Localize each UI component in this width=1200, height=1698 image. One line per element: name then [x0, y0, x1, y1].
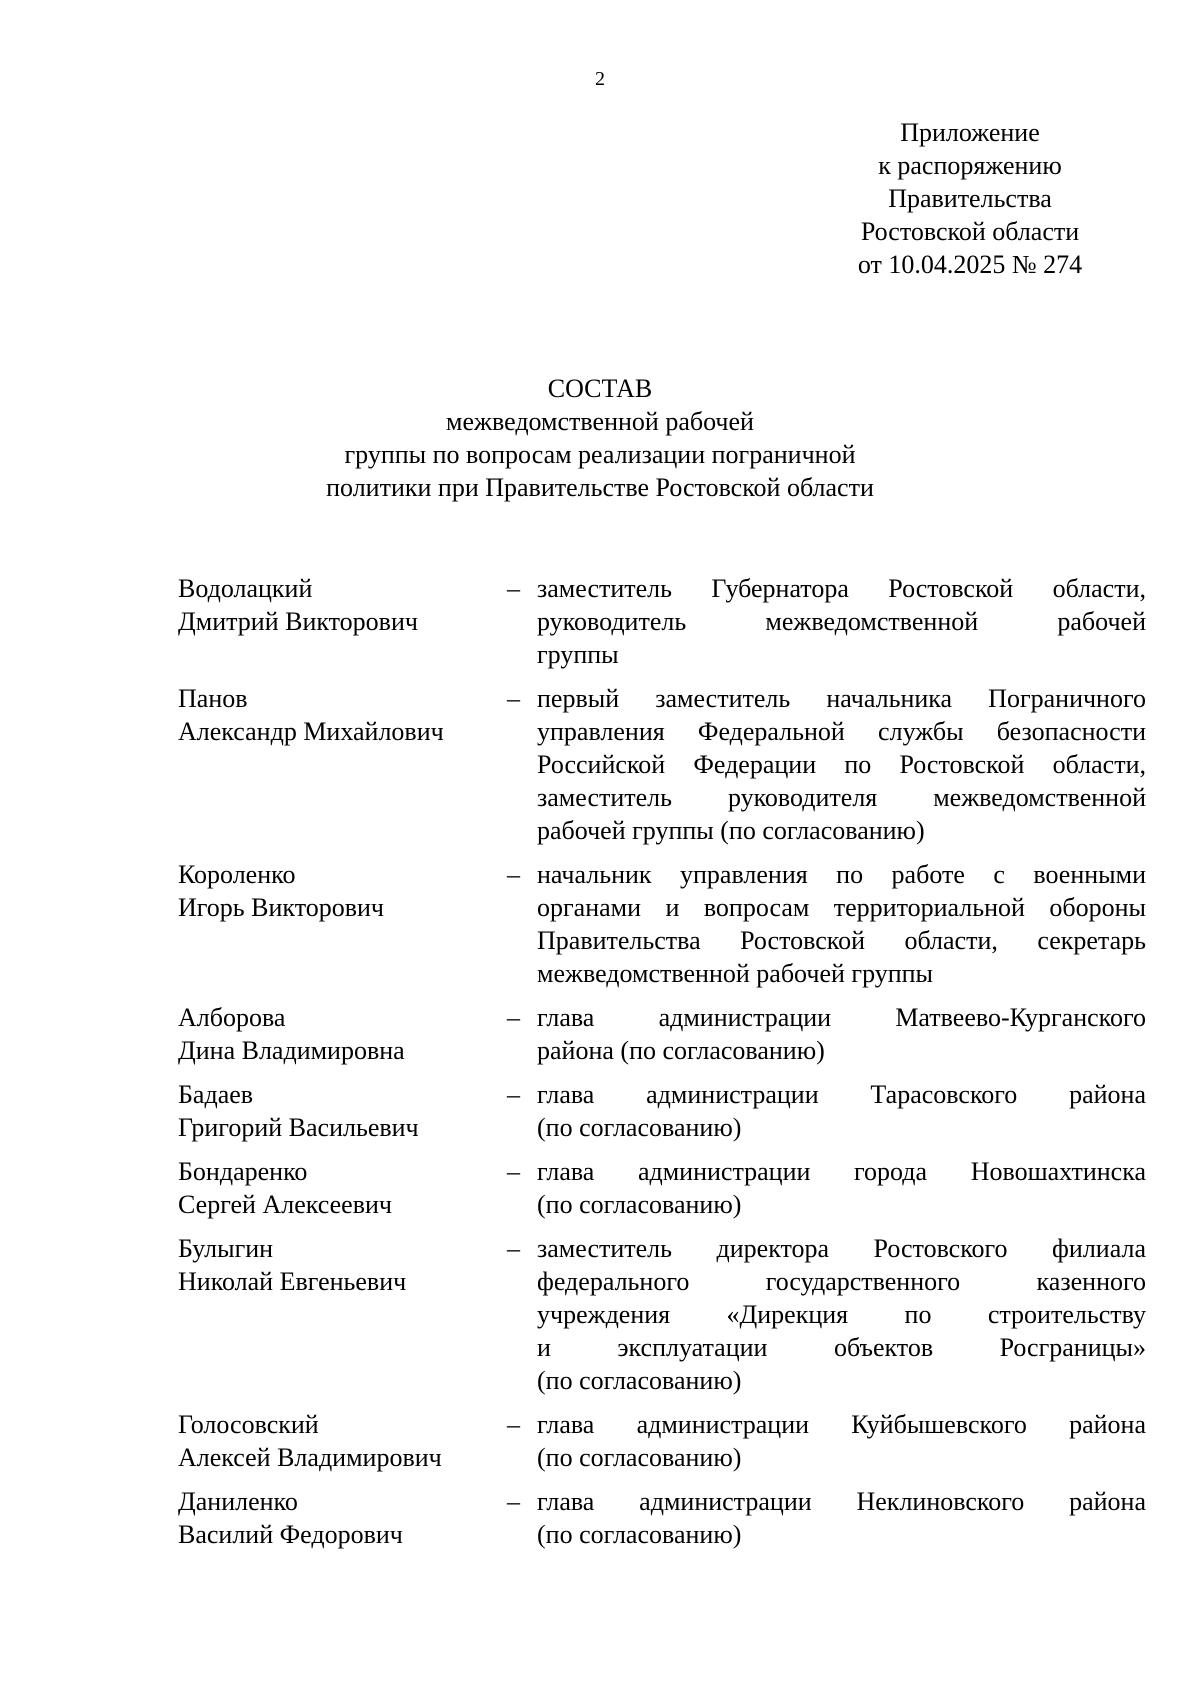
member-given-names: Григорий Васильевич — [178, 1113, 419, 1142]
member-role-line: района (по согласованию) — [537, 1036, 825, 1065]
member-role-line: органами и вопросам территориальной обороны — [537, 893, 1146, 922]
member-dash: – — [507, 1410, 520, 1439]
member-name — [178, 572, 501, 671]
member-given-names: Алексей Владимирович — [178, 1443, 442, 1472]
member-name — [178, 1408, 501, 1474]
member-role-line: рабочей группы (по согласованию) — [537, 816, 925, 845]
member-row — [178, 1078, 1146, 1144]
member-role-line: группы — [537, 640, 619, 669]
member-name — [178, 1078, 501, 1144]
member-role-line: (по согласованию) — [537, 1366, 742, 1395]
member-role — [537, 682, 1146, 847]
member-role-line: глава администрации Куйбышевского района — [537, 1410, 1146, 1439]
member-row — [178, 1232, 1146, 1397]
member-surname: Водолацкий — [178, 574, 313, 603]
member-role — [537, 1408, 1146, 1474]
member-surname: Бадаев — [178, 1080, 254, 1109]
member-role — [537, 1485, 1146, 1551]
member-role-line: (по согласованию) — [537, 1520, 742, 1549]
member-role-line: федерального государственного казенного — [537, 1267, 1146, 1296]
member-surname: Голосовский — [178, 1410, 319, 1439]
member-surname: Бондаренко — [178, 1157, 308, 1186]
member-role-line: руководитель межведомственной рабочей — [537, 607, 1146, 636]
member-name — [178, 858, 501, 990]
member-row — [178, 1001, 1146, 1067]
member-given-names: Дмитрий Викторович — [178, 607, 418, 636]
member-row — [178, 1408, 1146, 1474]
member-role-line: (по согласованию) — [537, 1190, 742, 1219]
appendix-line: Приложение — [900, 118, 1040, 147]
member-given-names: Сергей Алексеевич — [178, 1190, 392, 1219]
member-role — [537, 572, 1146, 671]
member-row — [178, 1485, 1146, 1551]
member-row — [178, 858, 1146, 990]
member-role-line: глава администрации Тарасовского района — [537, 1080, 1146, 1109]
appendix-line: к распоряжению — [878, 151, 1062, 180]
member-role-line: (по согласованию) — [537, 1443, 742, 1472]
member-role-line: первый заместитель начальника Пограничного — [537, 684, 1146, 713]
appendix-line: Ростовской области — [860, 217, 1080, 246]
member-role-line: (по согласованию) — [537, 1113, 742, 1142]
member-role-line: глава администрации Матвеево-Курганского — [537, 1003, 1146, 1032]
member-name — [178, 1001, 501, 1067]
member-role — [537, 858, 1146, 990]
member-dash: – — [507, 1234, 520, 1263]
member-dash: – — [507, 860, 520, 889]
member-role-line: начальник управления по работе с военными — [537, 860, 1146, 889]
appendix-line: от 10.04.2025 № 274 — [857, 250, 1083, 279]
member-surname: Даниленко — [178, 1487, 298, 1516]
heading-line: межведомственной рабочей — [446, 407, 754, 436]
page-number: 2 — [595, 68, 605, 90]
member-row — [178, 1155, 1146, 1221]
member-role-line: глава администрации города Новошахтинска — [537, 1157, 1146, 1186]
member-name — [178, 1155, 501, 1221]
document-heading — [0, 372, 1200, 504]
member-row — [178, 572, 1146, 671]
appendix-line: Правительства — [888, 184, 1052, 213]
member-dash: – — [507, 1080, 520, 1109]
member-dash: – — [507, 684, 520, 713]
member-role — [537, 1232, 1146, 1397]
member-given-names: Игорь Викторович — [178, 893, 384, 922]
member-role-line: заместитель Губернатора Ростовской области, — [537, 574, 1146, 603]
member-role-line: Правительства Ростовской области, секретарь — [537, 926, 1146, 955]
member-surname: Булыгин — [178, 1234, 274, 1263]
member-dash: – — [507, 1003, 520, 1032]
member-given-names: Дина Владимировна — [178, 1036, 405, 1065]
member-name — [178, 1485, 501, 1551]
member-dash: – — [507, 1157, 520, 1186]
member-role — [537, 1001, 1146, 1067]
member-role-line: глава администрации Неклиновского района — [537, 1487, 1146, 1516]
member-role-line: учреждения «Дирекция по строительству — [537, 1300, 1146, 1329]
appendix-block — [820, 116, 1120, 281]
member-surname: Короленко — [178, 860, 296, 889]
member-given-names: Александр Михайлович — [178, 717, 444, 746]
member-name — [178, 682, 501, 847]
heading-line: СОСТАВ — [547, 374, 653, 403]
member-role-line: заместитель директора Ростовского филиала — [537, 1234, 1146, 1263]
member-given-names: Николай Евгеньевич — [178, 1267, 407, 1296]
member-dash: – — [507, 1487, 520, 1516]
member-role-line: межведомственной рабочей группы — [537, 959, 934, 988]
members-list — [178, 572, 1146, 1562]
member-role-line: Российской Федерации по Ростовской области, — [537, 750, 1146, 779]
member-surname: Панов — [178, 684, 248, 713]
member-role-line: управления Федеральной службы безопасности — [537, 717, 1146, 746]
member-role-line: заместитель руководителя межведомственной — [537, 783, 1146, 812]
member-name — [178, 1232, 501, 1397]
heading-line: группы по вопросам реализации пограничной — [344, 440, 856, 469]
member-given-names: Василий Федорович — [178, 1520, 403, 1549]
heading-line: политики при Правительстве Ростовской области — [326, 473, 874, 502]
member-surname: Алборова — [178, 1003, 286, 1032]
member-role — [537, 1155, 1146, 1221]
member-dash: – — [507, 574, 520, 603]
member-role-line: и эксплуатации объектов Росграницы» — [537, 1333, 1146, 1362]
member-role — [537, 1078, 1146, 1144]
member-row — [178, 682, 1146, 847]
